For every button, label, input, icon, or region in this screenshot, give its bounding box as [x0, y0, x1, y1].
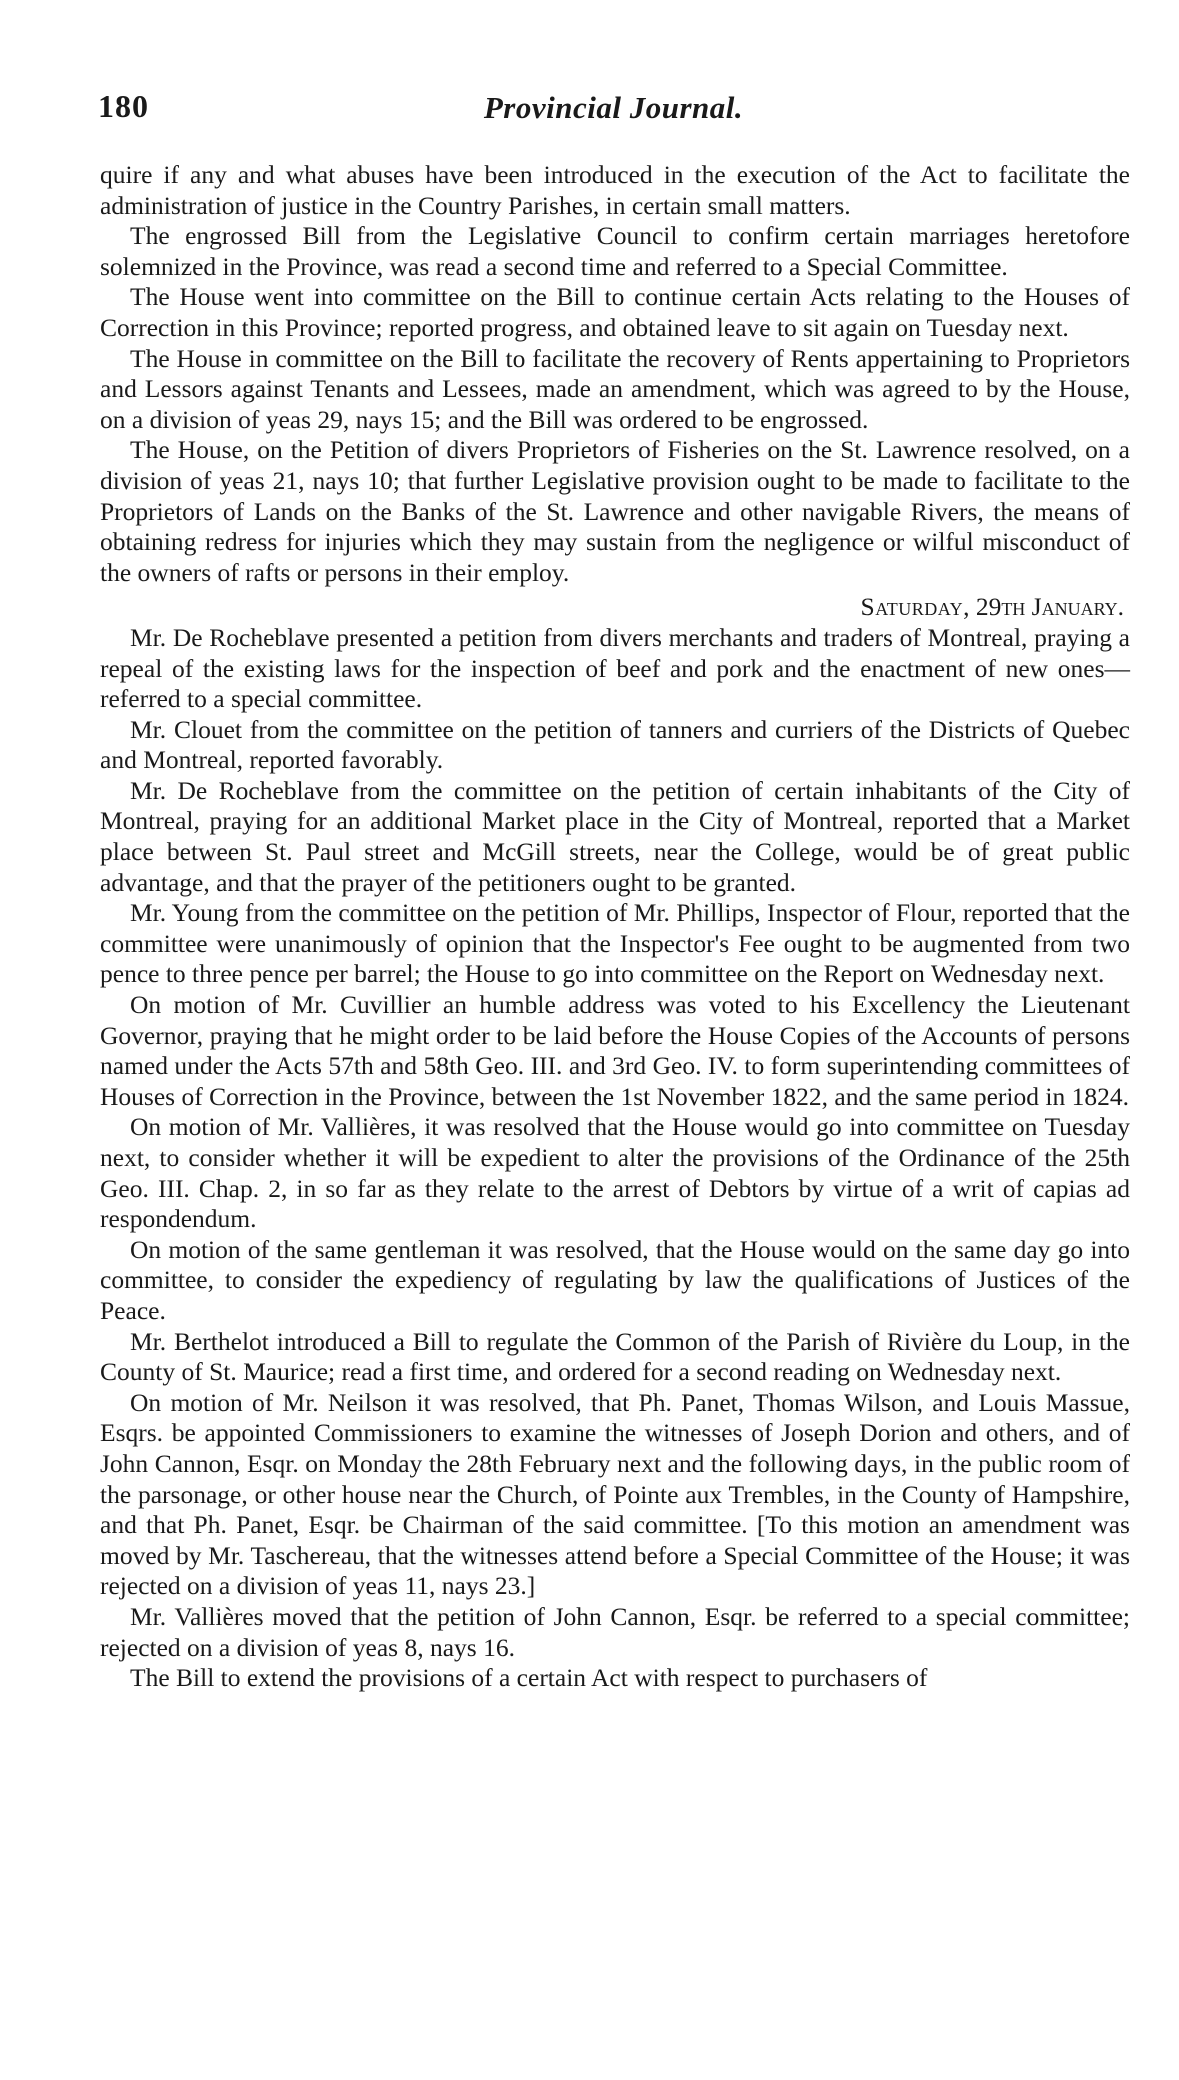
paragraph: Mr. Young from the committee on the petition of Mr. Phillips, Inspector of Flour, reported that the committee were unanimously of opinion that the Inspector's Fee ought to be augmented from two pence to three pence per barrel; the House to go into committee on the Report on Wednesday next. [100, 898, 1130, 989]
paragraph: quire if any and what abuses have been introduced in the execution of the Act to facilitate the administration of justice in the Country Parishes, in certain small matters. [100, 160, 1130, 220]
paragraph: The Bill to extend the provisions of a certain Act with respect to purchasers of [130, 1663, 928, 1693]
page-header [98, 88, 1129, 138]
paragraph: On motion of Mr. Vallières, it was resolved that the House would go into committee on Tuesday next, to consider whether it will be expedient to alter the provisions of the Ordinance of the 25th Geo. III. Chap. 2, in so far as they relate to the arrest of Debtors by virtue of a writ of capias ad respondendum. [100, 1112, 1130, 1234]
paragraph: Mr. De Rocheblave presented a petition from divers merchants and traders of Montreal, praying a repeal of the existing laws for the inspection of beef and pork and the enactment of new ones—referred to a special committee. [100, 622, 1130, 714]
paragraph: The House, on the Petition of divers Proprietors of Fisheries on the St. Lawrence resolved, on a division of yeas 21, nays 10; that further Legislative provision ought to be made to facilitate to the Proprietors of Lands on the Banks of the St. Lawrence and other navigable Rivers, the means of obtaining redress for injuries which they may sustain from the negligence or wilful misconduct of the owners of rafts or persons in their employ. [100, 435, 1130, 587]
paragraph: Mr. Clouet from the committee on the petition of tanners and curriers of the Districts of Quebec and Montreal, reported favorably. [100, 714, 1130, 775]
paragraph: On motion of Mr. Cuvillier an humble address was voted to his Excellency the Lieutenant Governor, praying that he might order to be laid before the House Copies of the Accounts of persons named under the Acts 57th and 58th Geo. III. and 3rd Geo. IV. to form superintending committees of Houses of Correction in the Province, between the 1st November 1822, and the same period in 1824. [100, 990, 1130, 1111]
paragraph: Mr. Vallières moved that the petition of John Cannon, Esqr. be referred to a special committee; rejected on a division of yeas 8, nays 16. [100, 1601, 1130, 1662]
dateline-date: , 29th January. [963, 592, 1124, 622]
dateline [100, 592, 1130, 623]
paragraph: The House went into committee on the Bill to continue certain Acts relating to the Houses of Correction in this Province; reported progress, and obtained leave to sit again on Tuesday next. [100, 282, 1130, 342]
dateline-day: Saturday [860, 592, 964, 622]
body-text [100, 160, 1130, 1694]
paragraph: Mr. De Rocheblave from the committee on the petition of certain inhabitants of the City of Montreal, praying for an additional Market place in the City of Montreal, reported that a Market place between St. Paul street and McGill streets, near the College, would be of great public advantage, and that the prayer of the petitioners ought to be granted. [100, 775, 1130, 897]
paragraph: The engrossed Bill from the Legislative Council to confirm certain marriages heretofore solemnized in the Province, was read a second time and referred to a Special Committee. [100, 221, 1130, 281]
paragraph: The House in committee on the Bill to facilitate the recovery of Rents appertaining to Proprietors and Lessors against Tenants and Lessees, made an amendment, which was agreed to by the House, on a division of yeas 29, nays 15; and the Bill was ordered to be engrossed. [100, 343, 1130, 434]
page-number: 180 [98, 88, 149, 124]
running-head: Provincial Journal. [483, 90, 744, 125]
paragraph: Mr. Berthelot introduced a Bill to regulate the Common of the Parish of Rivière du Loup, in the County of St. Maurice; read a first time, and ordered for a second reading on Wednesday next. [100, 1326, 1130, 1387]
paragraph: On motion of Mr. Neilson it was resolved, that Ph. Panet, Thomas Wilson, and Louis Massue, Esqrs. be appointed Commissioners to examine the witnesses of Joseph Dorion and others, and of John Cannon, Esqr. on Monday the 28th February next and the following days, in the public room of the parsonage, or other house near the Church, of Pointe aux Trembles, in the County of Hampshire, and that Ph. Panet, Esqr. be Chairman of the said committee. [To this motion an amendment was moved by Mr. Taschereau, that the witnesses attend before a Special Committee of the House; it was rejected on a division of yeas 11, nays 23.] [100, 1387, 1130, 1601]
paragraph: On motion of the same gentleman it was resolved, that the House would on the same day go into committee, to consider the expediency of regulating by law the qualifications of Justices of the Peace. [100, 1234, 1130, 1325]
